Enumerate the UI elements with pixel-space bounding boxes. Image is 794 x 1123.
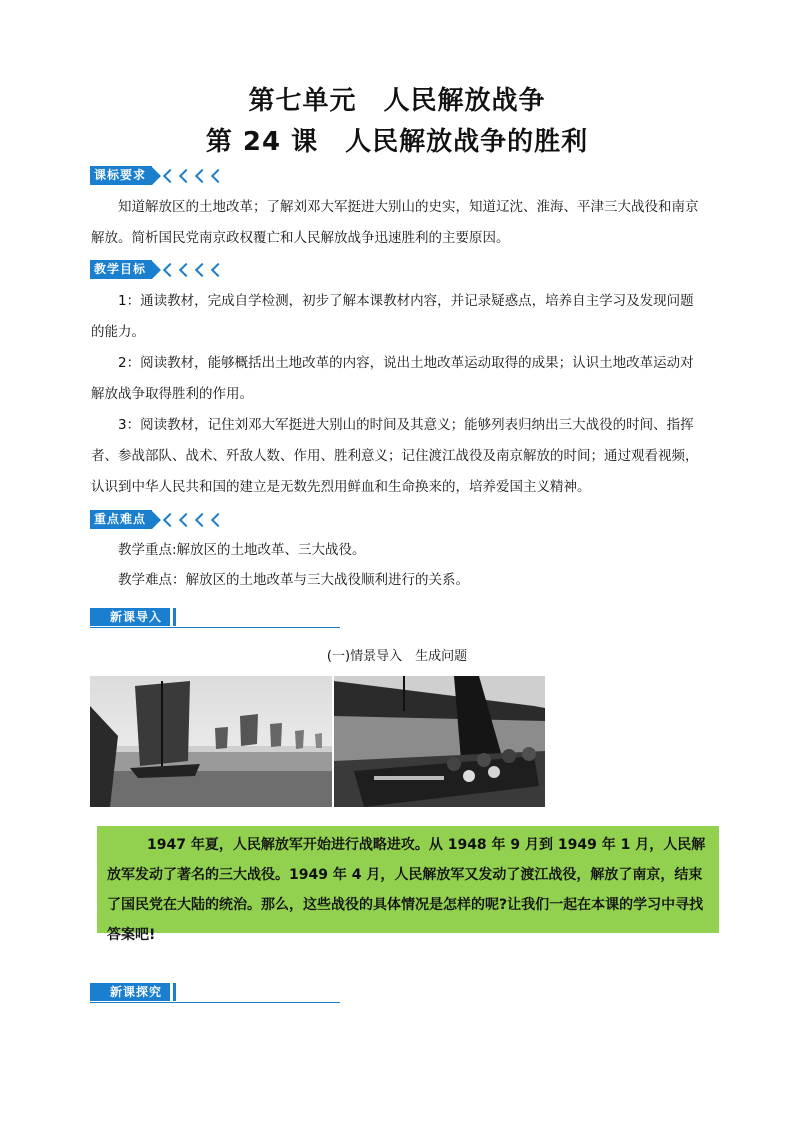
intro-story-box	[97, 826, 719, 943]
section-tag-key-points	[90, 510, 229, 529]
chevrons-icon	[165, 265, 229, 275]
section-tag-label: 重点难点	[90, 510, 152, 529]
section-bar-label: 新课导入	[90, 608, 170, 626]
tag-arrow-icon	[152, 511, 161, 529]
chevrons-icon	[165, 515, 229, 525]
photo-sailboats-crossing	[90, 676, 332, 807]
unit-title: 第七单元 人民解放战争	[248, 86, 546, 116]
curriculum-text: 知道解放区的土地改革；了解刘邓大军挺进大别山的史实，知道辽沈、淮海、平津三大战役和南京解放。简析国民党南京政权覆亡和人民解放战争迅速胜利的主要原因。	[91, 199, 699, 246]
teaching-difficulty: 教学难点：解放区的土地改革与三大战役顺利进行的关系。	[118, 572, 469, 588]
section-tag-label: 教学目标	[90, 260, 152, 279]
photo-soldiers-boat	[334, 676, 545, 807]
teaching-focus: 教学重点:解放区的土地改革、三大战役。	[118, 542, 366, 558]
objective-item-3: 3：阅读教材，记住刘邓大军挺进大别山的时间及其意义；能够列表归纳出三大战役的时间、指挥者、参战部队、战术、歼敌人数、作用、胜利意义；记住渡江战役及南京解放的时间；通过观看视频，认识到中华人民共和国的建立是无数先烈用鲜血和生命换来的，培养爱国主义精神。	[91, 417, 699, 495]
objective-item-2: 2：阅读教材，能够概括出土地改革的内容，说出土地改革运动取得的成果；认识土地改革运动对解放战争取得胜利的作用。	[91, 355, 694, 402]
section-underline	[90, 1002, 340, 1003]
section-tag-objectives	[90, 260, 229, 279]
section-bar-intro	[90, 606, 176, 626]
section-tag-curriculum	[90, 166, 229, 185]
section-bar-explore	[90, 981, 176, 1001]
tag-arrow-icon	[152, 167, 161, 185]
section-bar-label: 新课探究	[90, 983, 170, 1001]
lesson-title: 第 24 课 人民解放战争的胜利	[205, 127, 589, 157]
intro-subheading: (一)情景导入 生成问题	[326, 649, 468, 664]
objective-item-1: 1：通读教材，完成自学检测，初步了解本课教材内容，并记录疑惑点，培养自主学习及发现问题的能力。	[91, 293, 694, 340]
section-underline	[90, 627, 340, 628]
chevrons-icon	[165, 171, 229, 181]
section-tag-label: 课标要求	[90, 166, 152, 185]
tag-arrow-icon	[152, 261, 161, 279]
intro-story-text: 1947 年夏，人民解放军开始进行战略进攻。从 1948 年 9 月到 1949 年 1 月，人民解放军发动了著名的三大战役。1949 年 4 月，人民解放军又发动了渡江战役，解放了南京，结束了国民党在大陆的统治。那么，这些战役的具体情况是怎样的呢?让我们一起在本课的学习中寻找答案吧!	[107, 837, 706, 943]
